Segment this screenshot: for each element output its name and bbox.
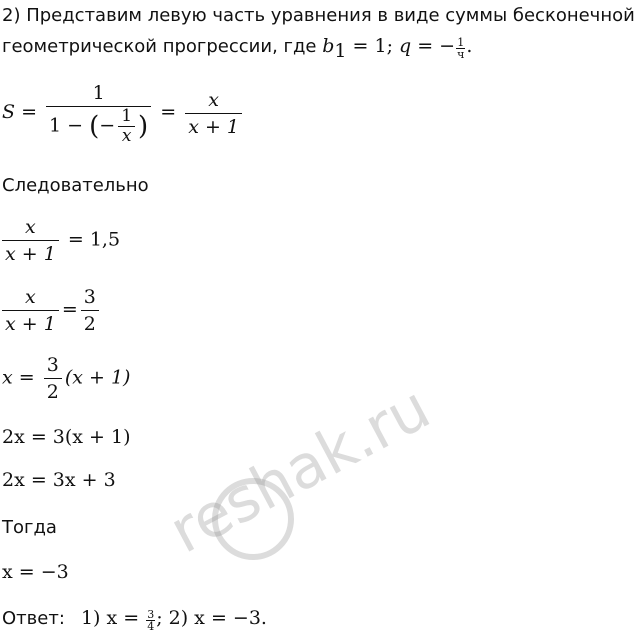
eq-c-fraction bbox=[44, 352, 62, 405]
b-equals: = 1; bbox=[346, 35, 400, 57]
watermark-circle bbox=[212, 478, 294, 560]
answer-num: 3 bbox=[147, 608, 155, 621]
eq-b-fraction-left bbox=[2, 284, 59, 337]
consequently-label: Следовательно bbox=[2, 175, 149, 196]
answer-line bbox=[2, 606, 267, 632]
s-right-den: x + 1 bbox=[188, 115, 239, 138]
q-fraction bbox=[456, 37, 465, 60]
eq-c-rhs: (x + 1) bbox=[64, 366, 131, 389]
s-inner-fraction bbox=[118, 107, 135, 146]
s-main-fraction bbox=[46, 80, 151, 146]
watermark: reshak.ru bbox=[158, 372, 442, 568]
eq-a-num: x bbox=[2, 214, 59, 241]
eq-c-den: 2 bbox=[46, 381, 59, 403]
intro-line-2-text: геометрической прогрессии, где bbox=[2, 36, 323, 57]
q-variable: q bbox=[399, 35, 412, 57]
equation-d: 2x = 3(x + 1) bbox=[2, 426, 131, 448]
s-right-fraction bbox=[185, 87, 242, 140]
s-den-minus: − bbox=[99, 114, 116, 137]
eq-b-eq: = bbox=[61, 298, 78, 321]
b-subscript: 1 bbox=[334, 39, 347, 62]
eq-b-num: x bbox=[2, 284, 59, 311]
s-inner-num: 1 bbox=[118, 107, 135, 127]
equation-b bbox=[2, 284, 102, 337]
q-fraction-num: 1 bbox=[457, 36, 465, 49]
s-eq2: = bbox=[154, 101, 183, 123]
answer-part1: 1) x = bbox=[80, 607, 146, 629]
eq-a-den: x + 1 bbox=[5, 243, 56, 265]
intro-line-2 bbox=[2, 34, 472, 63]
s-inner-den: x bbox=[121, 126, 132, 146]
s-formula bbox=[2, 80, 245, 146]
s-main-num: 1 bbox=[46, 80, 151, 107]
eq-b-fraction-right bbox=[81, 284, 99, 337]
q-fraction-den: ч bbox=[457, 48, 465, 61]
s-den-left: 1 − bbox=[49, 114, 90, 137]
s-eq1: = bbox=[15, 101, 44, 123]
then-label: Тогда bbox=[2, 517, 57, 538]
s-paren-open: ( bbox=[89, 111, 100, 142]
answer-den: 4 bbox=[147, 620, 155, 633]
eq-a-fraction bbox=[2, 214, 59, 267]
s-main-den bbox=[46, 107, 151, 146]
answer-part2: ; 2) x = −3. bbox=[156, 607, 267, 629]
eq-c-lhs: x = bbox=[2, 366, 41, 389]
b-variable: b bbox=[322, 35, 335, 57]
s-right-num: x bbox=[185, 87, 242, 114]
eq-b-den: x + 1 bbox=[5, 313, 56, 335]
q-end: . bbox=[466, 35, 473, 57]
intro-line-1: 2) Представим левую часть уравнения в виде суммы бесконечной bbox=[2, 5, 635, 26]
s-symbol: S bbox=[2, 101, 16, 123]
eq-b-rnum: 3 bbox=[81, 284, 99, 311]
equation-a bbox=[2, 214, 120, 267]
eq-c-num: 3 bbox=[44, 352, 62, 379]
answer-label: Ответ: bbox=[2, 608, 65, 629]
equation-f: x = −3 bbox=[2, 561, 69, 583]
eq-a-rhs: = 1,5 bbox=[67, 228, 121, 251]
equation-c bbox=[2, 352, 130, 405]
eq-b-rden: 2 bbox=[83, 313, 96, 335]
answer-fraction bbox=[146, 609, 155, 632]
q-equals: = − bbox=[411, 35, 456, 57]
s-paren-close: ) bbox=[138, 111, 149, 142]
equation-e: 2x = 3x + 3 bbox=[2, 469, 116, 491]
